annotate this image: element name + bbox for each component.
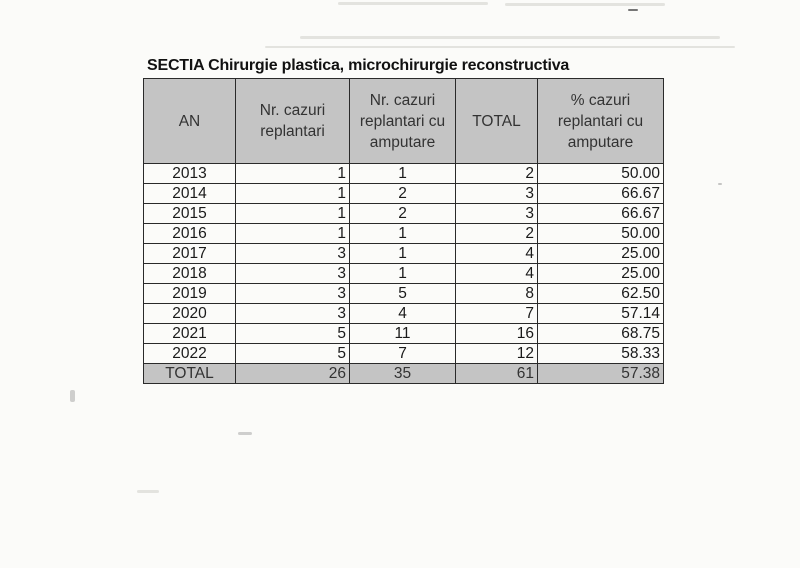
cell-procent: 50.00 [538, 164, 664, 184]
scan-artifact [300, 36, 720, 39]
cell-replantari: 1 [236, 204, 350, 224]
cell-total: 4 [456, 244, 538, 264]
cell-replantari: 3 [236, 244, 350, 264]
cell-an: 2019 [144, 284, 236, 304]
cell-total: 8 [456, 284, 538, 304]
cell-total: 12 [456, 344, 538, 364]
cell-amputare: 5 [350, 284, 456, 304]
scan-artifact [70, 390, 75, 402]
cell-replantari: 5 [236, 344, 350, 364]
header-procent: % cazuri replantari cu amputare [538, 79, 664, 164]
cell-amputare: 1 [350, 224, 456, 244]
header-total: TOTAL [456, 79, 538, 164]
cell-replantari: 1 [236, 184, 350, 204]
table-header-row [144, 79, 664, 164]
header-replantari: Nr. cazuri replantari [236, 79, 350, 164]
scan-artifact [238, 432, 252, 435]
scan-artifact [338, 2, 488, 5]
total-label: TOTAL [144, 364, 236, 384]
cell-an: 2017 [144, 244, 236, 264]
cell-an: 2020 [144, 304, 236, 324]
cell-procent: 25.00 [538, 264, 664, 284]
table-row [144, 184, 664, 204]
table-row [144, 224, 664, 244]
cell-amputare: 1 [350, 264, 456, 284]
total-procent: 57.38 [538, 364, 664, 384]
table-row [144, 264, 664, 284]
cell-procent: 58.33 [538, 344, 664, 364]
cell-total: 4 [456, 264, 538, 284]
cell-replantari: 1 [236, 224, 350, 244]
cell-total: 2 [456, 164, 538, 184]
table-row [144, 164, 664, 184]
cell-an: 2022 [144, 344, 236, 364]
header-an: AN [144, 79, 236, 164]
cell-total: 3 [456, 184, 538, 204]
scan-artifact [265, 46, 735, 48]
cell-amputare: 4 [350, 304, 456, 324]
table-row [144, 204, 664, 224]
total-amputare: 35 [350, 364, 456, 384]
cell-procent: 66.67 [538, 184, 664, 204]
total-row [144, 364, 664, 384]
cell-an: 2021 [144, 324, 236, 344]
scan-artifact [628, 9, 638, 11]
cell-procent: 62.50 [538, 284, 664, 304]
total-replantari: 26 [236, 364, 350, 384]
cell-an: 2015 [144, 204, 236, 224]
table-row [144, 324, 664, 344]
table-row [144, 304, 664, 324]
cell-amputare: 7 [350, 344, 456, 364]
cell-amputare: 2 [350, 204, 456, 224]
cell-procent: 68.75 [538, 324, 664, 344]
total-total: 61 [456, 364, 538, 384]
scan-artifact [137, 490, 159, 493]
table-row [144, 244, 664, 264]
cell-an: 2013 [144, 164, 236, 184]
cell-procent: 57.14 [538, 304, 664, 324]
cell-replantari: 5 [236, 324, 350, 344]
cell-an: 2018 [144, 264, 236, 284]
cell-procent: 50.00 [538, 224, 664, 244]
scan-artifact [505, 3, 665, 6]
cell-amputare: 11 [350, 324, 456, 344]
cell-total: 16 [456, 324, 538, 344]
cell-replantari: 1 [236, 164, 350, 184]
section-title: SECTIA Chirurgie plastica, microchirurgie reconstructiva [147, 57, 570, 74]
replantation-table [143, 78, 664, 384]
cell-an: 2014 [144, 184, 236, 204]
cell-replantari: 3 [236, 304, 350, 324]
header-amputare: Nr. cazuri replantari cu amputare [350, 79, 456, 164]
cell-procent: 66.67 [538, 204, 664, 224]
cell-amputare: 2 [350, 184, 456, 204]
cell-total: 7 [456, 304, 538, 324]
cell-an: 2016 [144, 224, 236, 244]
cell-amputare: 1 [350, 164, 456, 184]
cell-replantari: 3 [236, 264, 350, 284]
table-row [144, 344, 664, 364]
cell-amputare: 1 [350, 244, 456, 264]
table-row [144, 284, 664, 304]
cell-total: 3 [456, 204, 538, 224]
cell-total: 2 [456, 224, 538, 244]
scan-artifact [718, 183, 722, 185]
cell-replantari: 3 [236, 284, 350, 304]
cell-procent: 25.00 [538, 244, 664, 264]
